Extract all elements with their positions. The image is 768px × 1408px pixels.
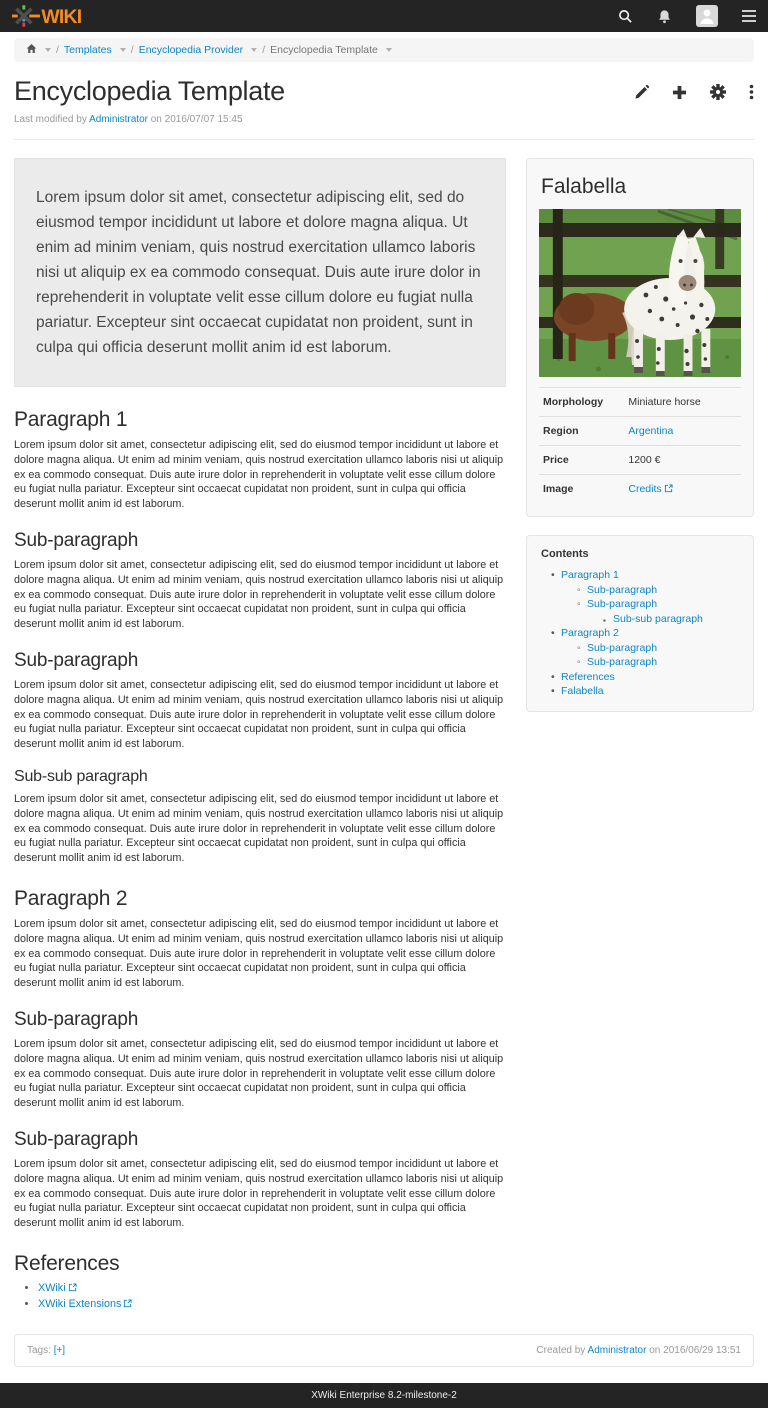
list-item — [38, 1298, 506, 1311]
chevron-down-icon[interactable] — [386, 48, 392, 52]
table-row — [539, 416, 741, 445]
toc-link-references[interactable]: References — [561, 670, 615, 683]
infobox-row-value: 1200 € — [628, 454, 661, 466]
section-paragraph-1 — [14, 408, 506, 512]
add-tag-button[interactable]: [+] — [53, 1344, 66, 1356]
section-paragraph: Lorem ipsum dolor sit amet, consectetur adipiscing elit, sed do eiusmod tempor incididunt ut labore et dolore magna aliqua. Ut enim ad minim veniam, quis nostrud exercitation ullamco laboris nisi ut aliquip ex ea commodo consequat. Duis aute irure dolor in reprehenderit in voluptate velit esse cillum dolore eu fugiat nulla pariatur. Excepteur sint occaecat cupidatat non proident, sunt in culpa qui officia deserunt mollit anim id est laborum. — [14, 1037, 504, 1110]
table-row — [539, 387, 741, 416]
tags-label: Tags: — [27, 1344, 51, 1356]
infobox-table — [539, 387, 741, 504]
contents-panel — [526, 535, 754, 712]
xwiki-logo-icon — [12, 4, 98, 28]
top-navbar — [0, 0, 768, 32]
settings-button[interactable] — [710, 84, 726, 100]
image-credits-link[interactable]: Credits — [628, 483, 662, 495]
breadcrumb-item-encyclopedia-provider[interactable]: Encyclopedia Provider — [138, 44, 244, 56]
external-link-icon — [68, 1283, 77, 1295]
section-paragraph: Lorem ipsum dolor sit amet, consectetur adipiscing elit, sed do eiusmod tempor incididunt ut labore et dolore magna aliqua. Ut enim ad minim veniam, quis nostrud exercitation ullamco laboris nisi ut aliquip ex ea commodo consequat. Duis aute irure dolor in reprehenderit in voluptate velit esse cillum dolore eu fugiat nulla pariatur. Excepteur sint occaecat cupidatat non proident, sunt in culpa qui officia deserunt mollit anim id est laborum. — [14, 678, 504, 751]
reference-link-xwiki-extensions[interactable]: XWiki Extensions — [38, 1297, 122, 1310]
list-item — [38, 1282, 506, 1295]
description-box: Lorem ipsum dolor sit amet, consectetur adipiscing elit, sed do eiusmod tempor incididunt ut labore et dolore magna aliqua. Ut enim ad minim veniam, quis nostrud exercitation ullamco laboris nisi ut aliquip ex ea commodo consequat. Duis aute irure dolor in reprehenderit in voluptate velit esse cillum dolore eu fugiat nulla pariatur. Excepteur sint occaecat cupidatat non proident, sunt in culpa qui officia deserunt mollit anim id est laborum. — [14, 158, 506, 387]
xwiki-logo[interactable] — [12, 4, 98, 28]
toc-link-sub-paragraph[interactable]: Sub-paragraph — [587, 641, 658, 654]
infobox-row-value: Miniature horse — [628, 396, 701, 408]
section-paragraph: Lorem ipsum dolor sit amet, consectetur adipiscing elit, sed do eiusmod tempor incididunt ut labore et dolore magna aliqua. Ut enim ad minim veniam, quis nostrud exercitation ullamco laboris nisi ut aliquip ex ea commodo consequat. Duis aute irure dolor in reprehenderit in voluptate velit esse cillum dolore eu fugiat nulla pariatur. Excepteur sint occaecat cupidatat non proident, sunt in culpa qui officia deserunt mollit anim id est laborum. — [14, 1157, 504, 1230]
kebab-menu-icon — [749, 84, 754, 100]
edit-button[interactable] — [634, 85, 649, 100]
menu-icon[interactable] — [742, 10, 756, 22]
breadcrumb-item-current: Encyclopedia Template — [270, 44, 378, 56]
section-heading: Sub-sub paragraph — [14, 767, 148, 785]
page-actions — [634, 76, 754, 100]
section-references — [14, 1252, 506, 1311]
section-paragraph-2 — [14, 887, 506, 991]
section-sub-paragraph — [14, 530, 506, 632]
section-sub-paragraph — [14, 1129, 506, 1231]
created-author-link[interactable]: Administrator — [587, 1344, 647, 1356]
toc-item — [539, 641, 741, 656]
section-sub-paragraph — [14, 1009, 506, 1111]
home-icon — [26, 43, 37, 54]
toc-item — [539, 684, 741, 699]
external-link-icon — [123, 1299, 132, 1311]
section-sub-sub-paragraph — [14, 768, 506, 866]
section-heading: Paragraph 2 — [14, 886, 128, 910]
toc-link-paragraph-1[interactable]: Paragraph 1 — [561, 569, 619, 581]
breadcrumb-home-caret-icon[interactable] — [45, 48, 51, 52]
toc-link-sub-paragraph[interactable]: Sub-paragraph — [587, 598, 658, 610]
region-link[interactable]: Argentina — [628, 425, 674, 437]
created-prefix: Created by — [536, 1344, 586, 1356]
breadcrumb-separator: / — [56, 44, 59, 56]
toc-item — [539, 655, 741, 670]
svg-text:WIKI: WIKI — [41, 6, 82, 28]
infobox-panel — [526, 158, 754, 517]
toc-item — [539, 568, 741, 583]
section-heading: Sub-paragraph — [14, 649, 139, 671]
user-avatar[interactable] — [696, 5, 718, 27]
document-footer — [14, 1334, 754, 1367]
more-actions-button[interactable] — [749, 84, 754, 100]
gear-icon — [710, 84, 726, 100]
infobox-row-label: Price — [543, 454, 569, 466]
section-heading: Paragraph 1 — [14, 408, 128, 431]
contents-title: Contents — [541, 548, 589, 560]
toc-item — [539, 583, 741, 598]
references-heading: References — [14, 1251, 120, 1275]
last-modified-line — [14, 114, 754, 125]
modified-prefix: Last modified by — [14, 114, 87, 125]
section-paragraph: Lorem ipsum dolor sit amet, consectetur adipiscing elit, sed do eiusmod tempor incididunt ut labore et dolore magna aliqua. Ut enim ad minim veniam, quis nostrud exercitation ullamco laboris nisi ut aliquip ex ea commodo consequat. Duis aute irure dolor in reprehenderit in voluptate velit esse cillum dolore eu fugiat nulla pariatur. Excepteur sint occaecat cupidatat non proident, sunt in culpa qui officia deserunt mollit anim id est laborum. — [14, 439, 504, 511]
reference-link-xwiki[interactable]: XWiki — [38, 1281, 66, 1294]
toc-link-sub-sub-paragraph[interactable]: Sub-sub paragraph — [613, 612, 703, 625]
search-icon[interactable] — [618, 9, 633, 24]
toc-item — [539, 612, 741, 627]
breadcrumb-separator: / — [262, 44, 266, 56]
falabella-horse-photo — [539, 209, 741, 377]
table-row — [539, 445, 741, 474]
created-by-line — [536, 1345, 741, 1356]
infobox-row-label: Morphology — [543, 396, 604, 408]
infobox-title: Falabella — [541, 175, 627, 198]
table-row — [539, 474, 741, 504]
toc-link-falabella[interactable]: Falabella — [561, 685, 604, 697]
navbar-actions — [618, 5, 756, 27]
section-heading: Sub-paragraph — [14, 1008, 139, 1030]
section-paragraph: Lorem ipsum dolor sit amet, consectetur adipiscing elit, sed do eiusmod tempor incididunt ut labore et dolore magna aliqua. Ut enim ad minim veniam, quis nostrud exercitation ullamco laboris nisi ut aliquip ex ea commodo consequat. Duis aute irure dolor in reprehenderit in voluptate velit esse cillum dolore eu fugiat nulla pariatur. Excepteur sint occaecat cupidatat non proident, sunt in culpa qui officia deserunt mollit anim id est laborum. — [14, 558, 504, 631]
site-footer — [0, 1383, 768, 1408]
section-heading: Sub-paragraph — [14, 1128, 139, 1150]
toc-link-paragraph-2[interactable]: Paragraph 2 — [561, 627, 619, 639]
infobox-row-label: Region — [543, 425, 579, 437]
external-link-icon — [664, 484, 673, 496]
chevron-down-icon[interactable] — [120, 48, 126, 52]
create-button[interactable] — [672, 85, 687, 100]
toc-link-sub-paragraph[interactable]: Sub-paragraph — [587, 656, 658, 668]
breadcrumb-separator: / — [130, 44, 134, 56]
modified-author-link[interactable]: Administrator — [89, 114, 148, 125]
toc-item — [539, 597, 741, 612]
section-heading: Sub-paragraph — [14, 529, 139, 551]
chevron-down-icon[interactable] — [251, 48, 257, 52]
breadcrumb — [14, 38, 754, 62]
toc-item — [539, 626, 741, 641]
document-content — [14, 158, 506, 1314]
modified-suffix: on 2016/07/07 15:45 — [150, 114, 243, 125]
plus-icon — [672, 85, 687, 100]
notifications-bell-icon[interactable] — [657, 9, 672, 24]
table-of-contents — [539, 568, 741, 699]
infobox-row-label: Image — [543, 483, 574, 495]
section-paragraph: Lorem ipsum dolor sit amet, consectetur adipiscing elit, sed do eiusmod tempor incididunt ut labore et dolore magna aliqua. Ut enim ad minim veniam, quis nostrud exercitation ullamco laboris nisi ut aliquip ex ea commodo consequat. Duis aute irure dolor in reprehenderit in voluptate velit esse cillum dolore eu fugiat nulla pariatur. Excepteur sint occaecat cupidatat non proident, sunt in culpa qui officia deserunt mollit anim id est laborum. — [14, 917, 504, 990]
section-paragraph: Lorem ipsum dolor sit amet, consectetur adipiscing elit, sed do eiusmod tempor incididunt ut labore et dolore magna aliqua. Ut enim ad minim veniam, quis nostrud exercitation ullamco laboris nisi ut aliquip ex ea commodo consequat. Duis aute irure dolor in reprehenderit in voluptate velit esse cillum dolore eu fugiat nulla pariatur. Excepteur sint occaecat cupidatat non proident, sunt in culpa qui officia deserunt mollit anim id est laborum. — [14, 792, 504, 865]
references-list — [14, 1282, 506, 1311]
toc-link-sub-paragraph[interactable]: Sub-paragraph — [587, 583, 658, 596]
toc-item — [539, 670, 741, 685]
right-sidebar — [526, 158, 754, 712]
page-title: Encyclopedia Template — [14, 76, 285, 106]
breadcrumb-item-templates[interactable]: Templates — [63, 44, 112, 56]
version-label: XWiki Enterprise 8.2-milestone-2 — [311, 1389, 457, 1401]
header-divider — [14, 139, 754, 140]
section-sub-paragraph — [14, 650, 506, 752]
pencil-icon — [634, 85, 649, 100]
created-suffix: on 2016/06/29 13:51 — [649, 1344, 741, 1356]
breadcrumb-home-link[interactable] — [26, 43, 37, 57]
